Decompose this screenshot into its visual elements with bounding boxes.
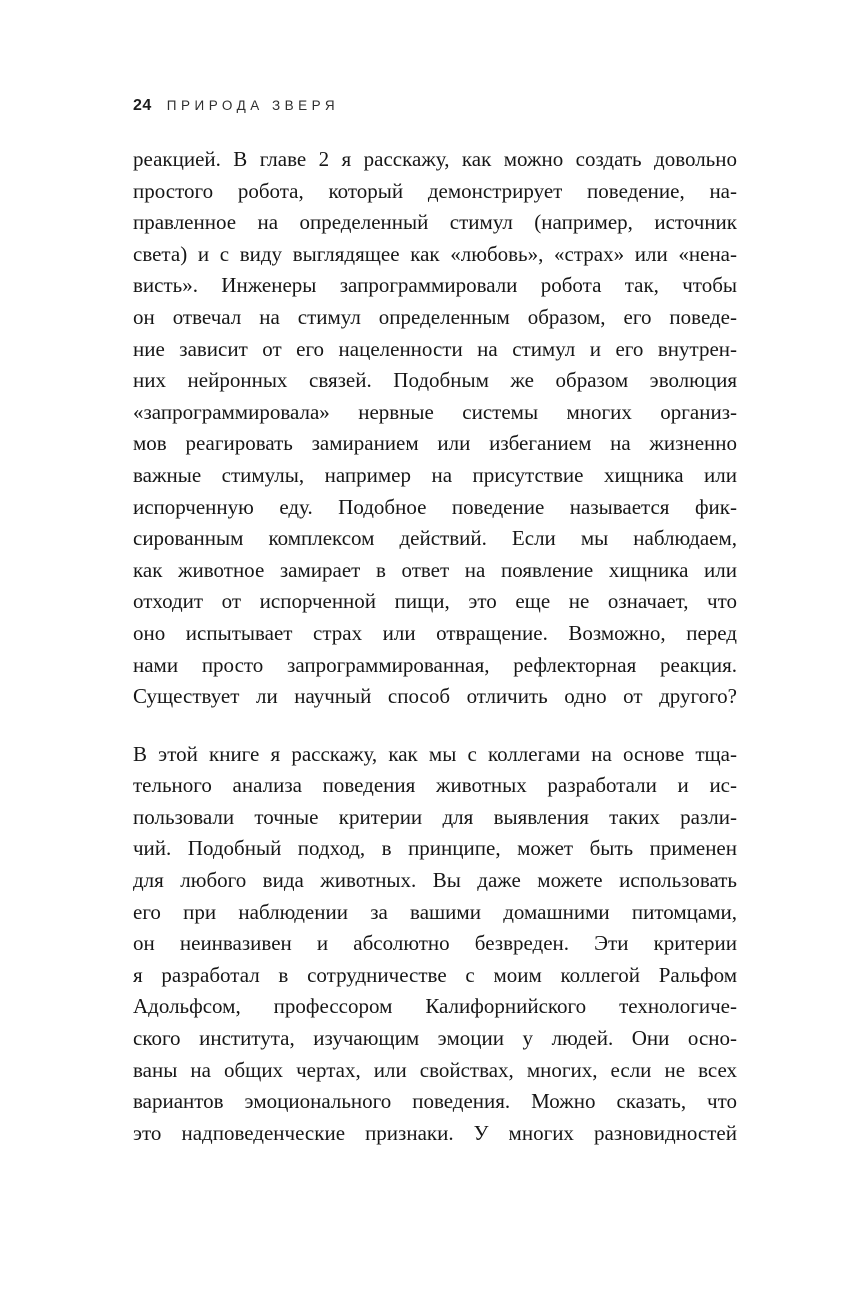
text-line: ского института, изучающим эмоции у людей. Они осно-: [133, 1026, 737, 1051]
text-line: света) и с виду выглядящее как «любовь», «страх» или «нена-: [133, 241, 737, 266]
text-line: реакцией. В главе 2 я расскажу, как можно создать довольно: [133, 147, 737, 171]
text-line: его при наблюдении за вашими домашними питомцами,: [133, 899, 737, 924]
text-line: для любого вида животных. Вы даже можете использовать: [133, 868, 737, 893]
text-line: как животное замирает в ответ на появление хищника или: [133, 557, 737, 582]
text-line: я разработал в сотрудничестве с моим коллегой Ральфом: [133, 962, 737, 987]
paragraph: [133, 739, 737, 1150]
text-line: оно испытывает страх или отвращение. Возможно, перед: [133, 620, 737, 645]
text-line: правленное на определенный стимул (например, источник: [133, 210, 737, 235]
page-text: [133, 144, 737, 1149]
text-line: ваны на общих чертах, или свойствах, многих, если не всех: [133, 1057, 737, 1082]
text-line: отходит от испорченной пищи, это еще не означает, что: [133, 589, 737, 614]
text-line: нами просто запрограммированная, рефлекторная реакция.: [133, 652, 737, 677]
text-line: пользовали точные критерии для выявления таких разли-: [133, 804, 737, 829]
text-line: важные стимулы, например на присутствие хищника или: [133, 462, 737, 487]
text-line: мов реагировать замиранием или избеганием на жизненно: [133, 431, 737, 456]
text-line: он неинвазивен и абсолютно безвреден. Эти критерии: [133, 931, 737, 956]
page-number: 24: [133, 97, 152, 114]
text-line: висть». Инженеры запрограммировали робота так, чтобы: [133, 273, 737, 298]
text-line: это надповеденческие признаки. У многих разновидностей: [133, 1120, 737, 1145]
text-line: простого робота, который демонстрирует поведение, на-: [133, 178, 737, 203]
text-line: них нейронных связей. Подобным же образом эволюция: [133, 368, 737, 393]
text-line: тельного анализа поведения животных разработали и ис-: [133, 773, 737, 798]
text-line: ние зависит от его нацеленности на стимул и его внутрен-: [133, 336, 737, 361]
text-line: В этой книге я расскажу, как мы с коллегами на основе тща-: [133, 741, 737, 766]
text-line: Адольфсом, профессором Калифорнийского технологиче-: [133, 994, 737, 1019]
text-line: вариантов эмоционального поведения. Можно сказать, что: [133, 1089, 737, 1114]
text-line: он отвечал на стимул определенным образом, его поведе-: [133, 304, 737, 329]
text-line: Существует ли научный способ отличить одно от другого?: [133, 684, 737, 709]
paragraph: [133, 144, 737, 713]
text-line: чий. Подобный подход, в принципе, может быть применен: [133, 836, 737, 861]
text-line: сированным комплексом действий. Если мы наблюдаем,: [133, 526, 737, 551]
text-line: испорченную еду. Подобное поведение называется фик-: [133, 494, 737, 519]
page-header: [133, 97, 339, 115]
text-line: «запрограммировала» нервные системы многих организ-: [133, 399, 737, 424]
running-title: ПРИРОДА ЗВЕРЯ: [166, 98, 340, 113]
